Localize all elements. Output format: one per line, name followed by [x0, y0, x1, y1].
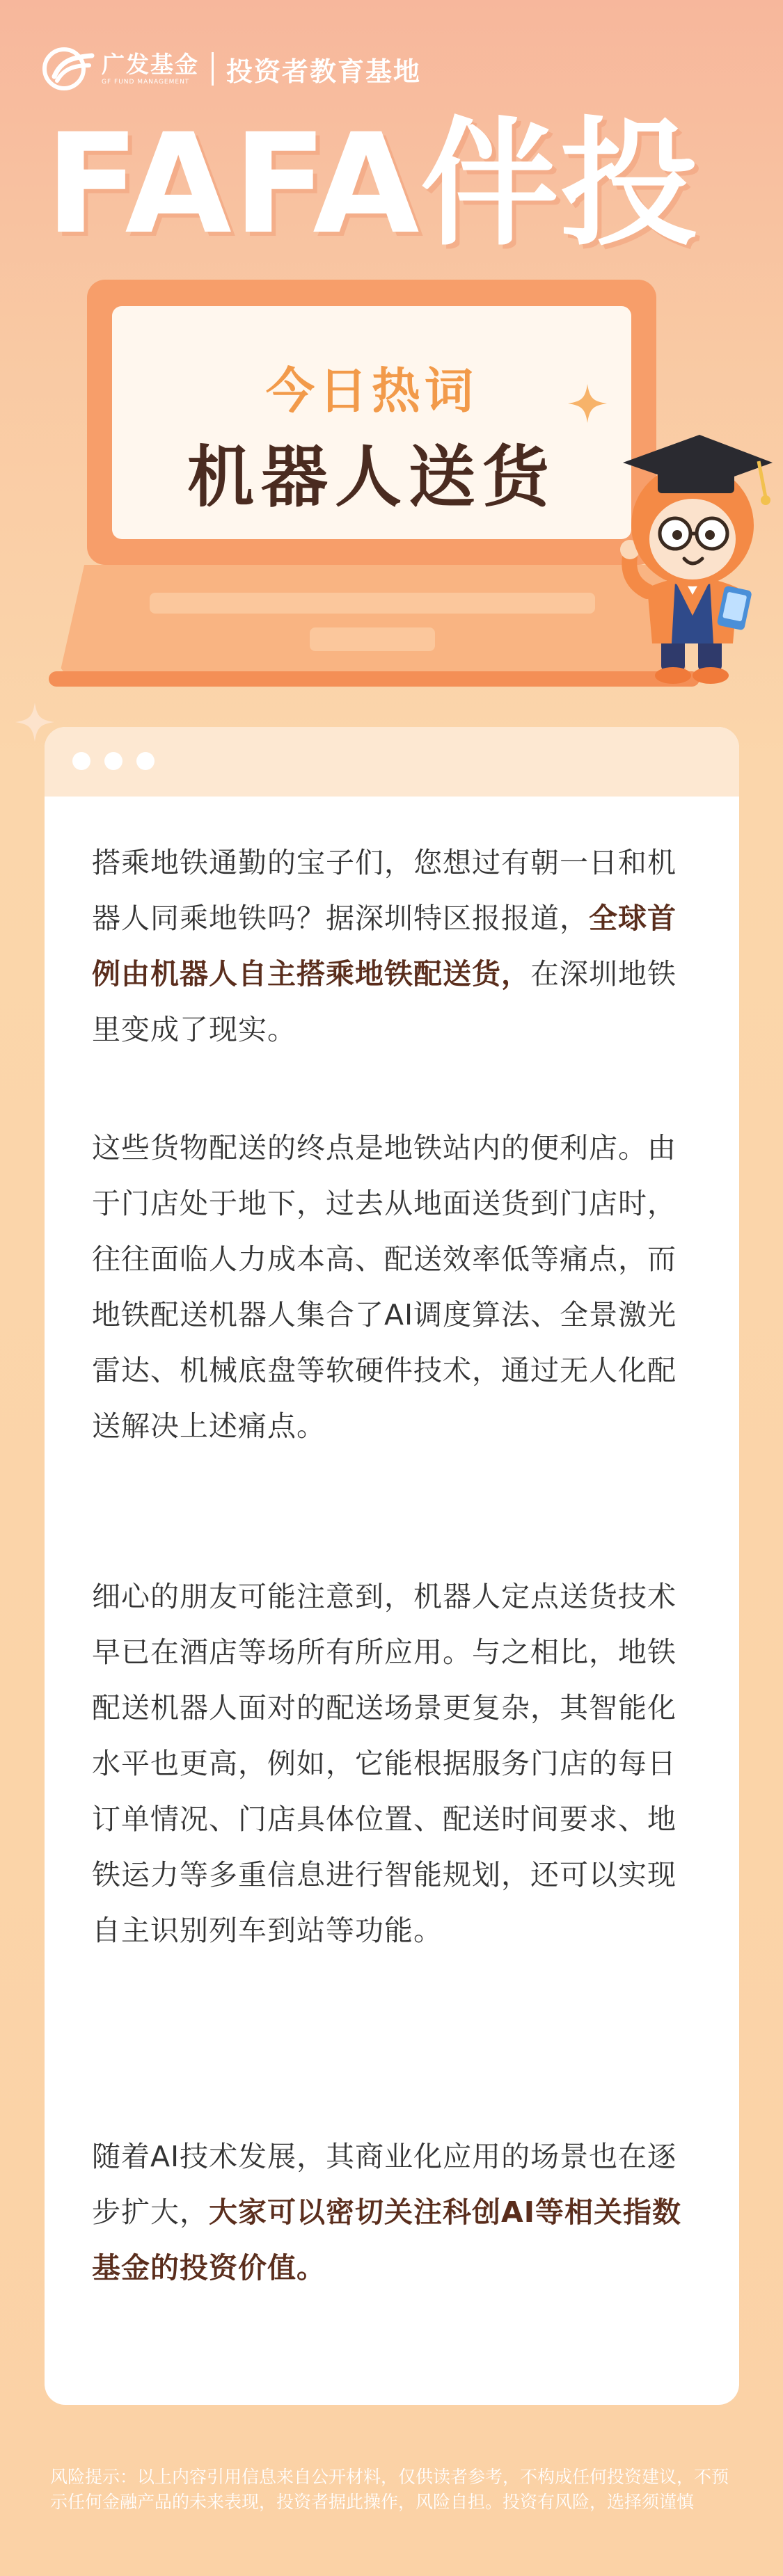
window-dot [136, 752, 155, 770]
paragraph-4-intro: 随着AI技术发展，其商业化应用的场景也在逐步扩大， [92, 2140, 677, 2229]
paragraph-2: 这些货物配送的终点是地铁站内的便利店。由于门店处于地下，过去从地面送货到门店时，往往面临人力成本高、配送效率低等痛点，而地铁配送机器人集合了AI调度算法、全景激光雷达、机械底盘等软硬件技术，通过无人化配送解决上述痛点。 [92, 1131, 677, 1443]
article-card [45, 727, 739, 2405]
page-title: FAFA伴投 [45, 104, 699, 264]
brand-header [40, 45, 421, 93]
laptop-keyboard-base [59, 565, 688, 676]
window-dot [104, 752, 122, 770]
header-subtitle: 投资者教育基地 [226, 56, 422, 87]
header-divider [212, 52, 214, 86]
paragraph-1-intro: 搭乘地铁通勤的宝子们，您想过有朝一日和机器人同乘地铁吗？据深圳特区报报道， [92, 846, 677, 935]
paragraph-4 [92, 2129, 704, 2296]
laptop-illustration [87, 280, 656, 565]
paragraph-1-highlight: 全球首例由机器人自主搭乘地铁配送货， [92, 902, 677, 991]
paragraph-4-highlight: 大家可以密切关注科创AI等相关指数基金的投资价值。 [92, 2195, 681, 2285]
sparkle-icon [568, 384, 607, 423]
paragraph-1 [92, 835, 704, 1057]
risk-disclaimer: 风险提示：以上内容引用信息来自公开材料，仅供读者参考，不构成任何投资建议，不预示任何金融产品的未来表现，投资者据此操作，风险自担。投资有风险，选择须谨慎 [50, 2467, 729, 2512]
laptop-edge [49, 671, 699, 687]
brand-name-en: GF FUND MANAGEMENT [102, 79, 190, 86]
gf-logo-icon [40, 47, 95, 90]
hot-word-label: 今日热词 [266, 362, 477, 419]
mascot-graduate-illustration [609, 407, 776, 685]
brand-name-cn: 广发基金 [102, 51, 199, 78]
paragraph-3: 细心的朋友可能注意到，机器人定点送货技术早已在酒店等场所有所应用。与之相比，地铁配送机器人面对的配送场景更复杂，其智能化水平也更高，例如，它能根据服务门店的每日订单情况、门店具体位置、配送时间要求、地铁运力等多重信息进行智能规划，还可以实现自主识别列车到站等功能。 [92, 1580, 677, 1947]
hot-word-title: 机器人送货 [187, 438, 556, 516]
paragraph-1-end: 在深圳地铁里变成了现实。 [92, 957, 677, 1046]
window-dot [72, 752, 90, 770]
card-title-bar [45, 727, 739, 797]
laptop-screen-panel [112, 306, 631, 539]
